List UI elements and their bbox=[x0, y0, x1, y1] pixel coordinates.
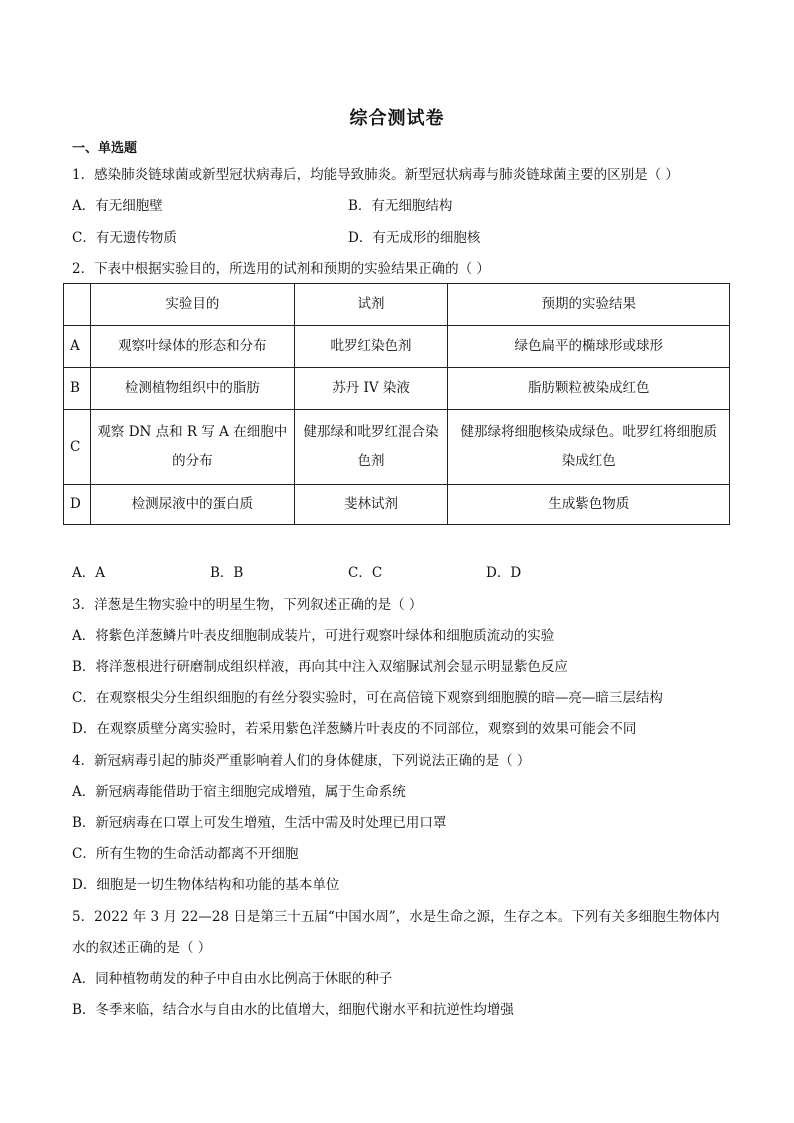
question-2-option-b: B．B bbox=[210, 565, 244, 581]
question-2-option-a: A．A bbox=[72, 565, 105, 581]
table-header-cell bbox=[64, 284, 91, 326]
table-cell-reagent: 吡罗红染色剂 bbox=[294, 326, 448, 368]
section-heading: 一、单选题 bbox=[72, 141, 138, 156]
question-1-option-c: C．有无遗传物质 bbox=[72, 230, 177, 246]
question-4-stem: 4．新冠病毒引起的肺炎严重影响着人们的身体健康，下列说法正确的是（ ） bbox=[72, 753, 531, 769]
question-5-option-b: B．冬季来临，结合水与自由水的比值增大，细胞代谢水平和抗逆性均增强 bbox=[72, 1002, 514, 1018]
table-cell-purpose: 观察 DN 点和 R 写 A 在细胞中的分布 bbox=[90, 410, 294, 485]
table-cell-result: 健那绿将细胞核染成绿色。吡罗红将细胞质染成红色 bbox=[448, 410, 730, 485]
question-4-option-d: D．细胞是一切生物体结构和功能的基本单位 bbox=[72, 877, 340, 893]
question-4-option-c: C．所有生物的生命活动都离不开细胞 bbox=[72, 846, 299, 862]
table-cell-reagent: 斐林试剂 bbox=[294, 485, 448, 525]
table-header-row bbox=[64, 284, 730, 326]
question-3-option-c: C．在观察根尖分生组织细胞的有丝分裂实验时，可在高倍镜下观察到细胞膜的暗—亮—暗三层结构 bbox=[72, 690, 663, 706]
question-1-option-d: D．有无成形的细胞核 bbox=[348, 230, 481, 246]
question-4-option-a: A．新冠病毒能借助于宿主细胞完成增殖，属于生命系统 bbox=[72, 784, 406, 800]
table-cell-purpose: 观察叶绿体的形态和分布 bbox=[90, 326, 294, 368]
question-1-stem: 1．感染肺炎链球菌或新型冠状病毒后，均能导致肺炎。新型冠状病毒与肺炎链球菌主要的区别是（ ） bbox=[72, 167, 679, 183]
question-2-stem: 2．下表中根据实验目的，所选用的试剂和预期的实验结果正确的（ ） bbox=[72, 261, 490, 277]
question-3-option-b: B．将洋葱根进行研磨制成组织样液，再向其中注入双缩脲试剂会显示明显紫色反应 bbox=[72, 659, 568, 675]
question-3-option-d: D．在观察质壁分离实验时，若采用紫色洋葱鳞片叶表皮的不同部位，观察到的效果可能会不同 bbox=[72, 721, 637, 737]
table-row bbox=[64, 326, 730, 368]
page-title: 综合测试卷 bbox=[349, 108, 445, 129]
question-5-stem-line-1: 5．2022 年 3 月 22—28 日是第三十五届“中国水周”，水是生命之源，生存之本。下列有关多细胞生物体内 bbox=[72, 909, 720, 925]
table-cell-result: 脂肪颗粒被染成红色 bbox=[448, 368, 730, 410]
table-cell-result: 绿色扁平的椭球形或球形 bbox=[448, 326, 730, 368]
experiment-table bbox=[63, 283, 730, 525]
question-3-option-a: A．将紫色洋葱鳞片叶表皮细胞制成装片，可进行观察叶绿体和细胞质流动的实验 bbox=[72, 628, 555, 644]
table-cell-letter: B bbox=[64, 368, 91, 410]
table-cell-purpose: 检测植物组织中的脂肪 bbox=[90, 368, 294, 410]
question-4-option-b: B．新冠病毒在口罩上可发生增殖，生活中需及时处理已用口罩 bbox=[72, 815, 447, 831]
table-row bbox=[64, 410, 730, 485]
table-cell-letter: C bbox=[64, 410, 91, 485]
question-2-option-c: C．C bbox=[348, 565, 383, 581]
table-cell-letter: A bbox=[64, 326, 91, 368]
table-cell-reagent: 苏丹 IV 染液 bbox=[294, 368, 448, 410]
question-3-stem: 3．洋葱是生物实验中的明星生物，下列叙述正确的是（ ） bbox=[72, 597, 423, 613]
question-1-option-b: B．有无细胞结构 bbox=[348, 198, 453, 214]
question-5-option-a: A．同种植物萌发的种子中自由水比例高于休眠的种子 bbox=[72, 971, 393, 987]
table-row bbox=[64, 485, 730, 525]
question-1-option-a: A．有无细胞壁 bbox=[72, 198, 163, 214]
table-cell-reagent: 健那绿和吡罗红混合染色剂 bbox=[294, 410, 448, 485]
table-header-cell: 实验目的 bbox=[90, 284, 294, 326]
table-cell-purpose: 检测尿液中的蛋白质 bbox=[90, 485, 294, 525]
table-cell-letter: D bbox=[64, 485, 91, 525]
table-row bbox=[64, 368, 730, 410]
table-header-cell: 试剂 bbox=[294, 284, 448, 326]
table-cell-result: 生成紫色物质 bbox=[448, 485, 730, 525]
question-2-option-d: D．D bbox=[486, 565, 522, 581]
table-header-cell: 预期的实验结果 bbox=[448, 284, 730, 326]
question-5-stem-line-2: 水的叙述正确的是（ ） bbox=[72, 940, 212, 956]
